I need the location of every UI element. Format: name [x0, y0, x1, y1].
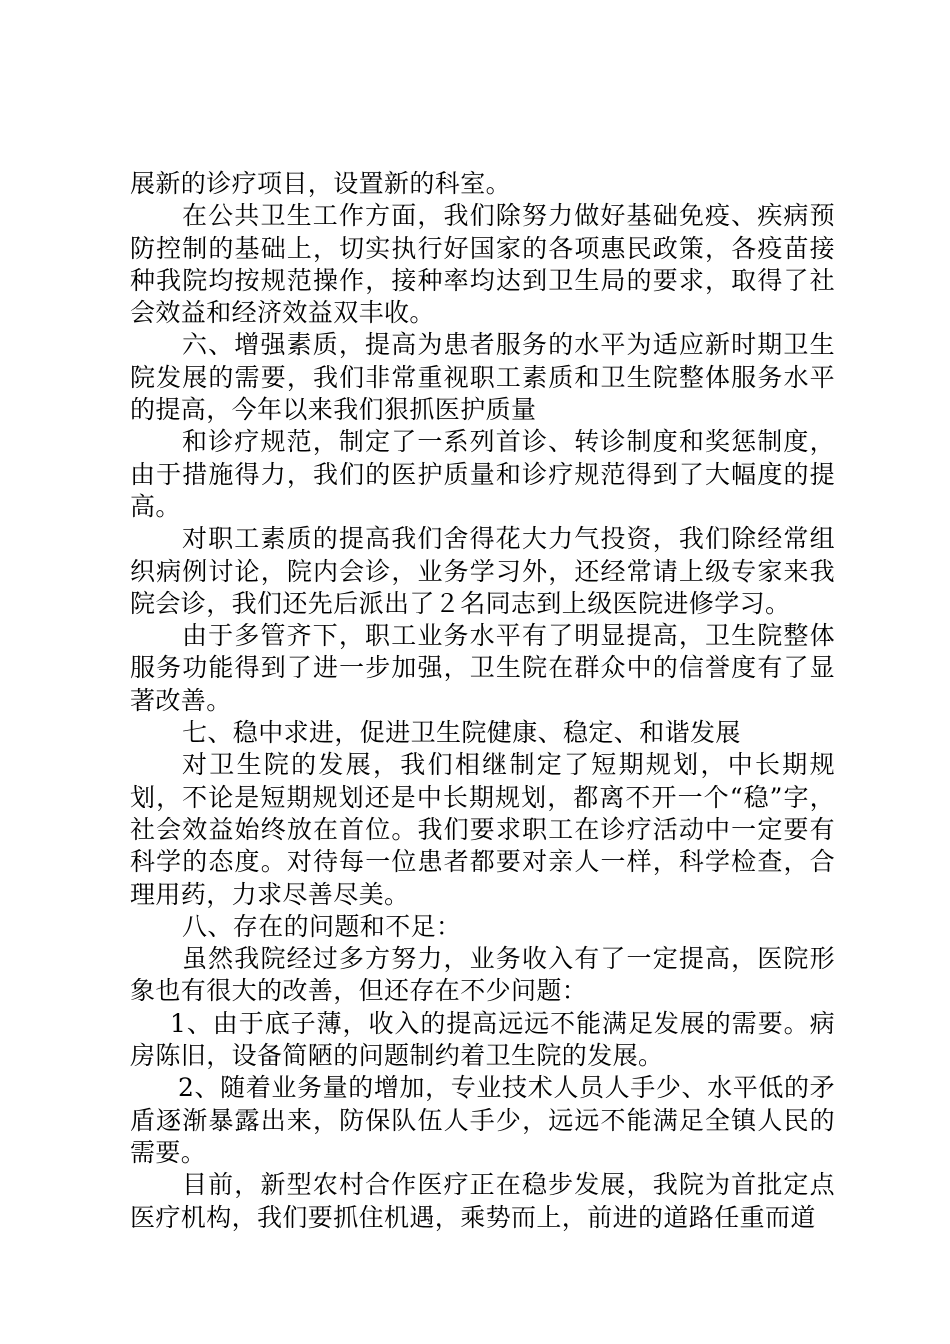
- section-seven-heading: 七、稳中求进，促进卫生院健康、稳定、和谐发展: [182, 718, 741, 748]
- problem-item-1: 1、由于底子薄，收入的提高远远不能满足发展的需要。病房陈旧，设备简陋的问题制约着卫生院的发展。: [130, 1008, 835, 1071]
- paragraph-outlook: 目前，新型农村合作医疗正在稳步发展，我院为首批定点医疗机构，我们要抓住机遇，乘势而上，前进的道路任重而道: [130, 1170, 835, 1232]
- paragraph-development-plan: 对卫生院的发展，我们相继制定了短期规划，中长期规划，不论是短期规划还是中长期规划，都离不开一个“稳”字，社会效益始终放在首位。我们要求职工在诊疗活动中一定要有科学的态度。对待每一位患者都要对亲人一样，科学检查，合理用药，力求尽善尽美。: [130, 750, 835, 909]
- paragraph-standards: 和诊疗规范，制定了一系列首诊、转诊制度和奖惩制度，由于措施得力，我们的医护质量和诊疗规范得到了大幅度的提高。: [130, 427, 835, 521]
- problem-item-2: 2、随着业务量的增加，专业技术人员人手少、水平低的矛盾逐渐暴露出来，防保队伍人手少，远远不能满足全镇人民的需要。: [130, 1073, 835, 1167]
- paragraph-public-health: 在公共卫生工作方面，我们除努力做好基础免疫、疾病预防控制的基础上，切实执行好国家的各项惠民政策，各疫苗接种我院均按规范操作，接种率均达到卫生局的要求，取得了社会效益和经济效益双丰收。: [130, 201, 835, 328]
- document-page: [130, 168, 835, 1234]
- section-eight-heading: 八、存在的问题和不足：: [182, 911, 462, 941]
- section-six-heading: 六、增强素质，提高为患者服务的水平为适应新时期卫生院发展的需要，我们非常重视职工素质和卫生院整体服务水平的提高，今年以来我们狠抓医护质量: [130, 330, 835, 425]
- paragraph-improvement: 由于多管齐下，职工业务水平有了明显提高，卫生院整体服务功能得到了进一步加强，卫生院在群众中的信誉度有了显著改善。: [130, 621, 835, 715]
- paragraph-staff-training: 对职工素质的提高我们舍得花大力气投资，我们除经常组织病例讨论，院内会诊，业务学习外，还经常请上级专家来我院会诊，我们还先后派出了２名同志到上级医院进修学习。: [130, 524, 835, 618]
- paragraph-continued: 展新的诊疗项目，设置新的科室。: [130, 169, 512, 198]
- paragraph-problems-intro: 虽然我院经过多方努力，业务收入有了一定提高，医院形象也有很大的改善，但还存在不少问题：: [130, 944, 835, 1006]
